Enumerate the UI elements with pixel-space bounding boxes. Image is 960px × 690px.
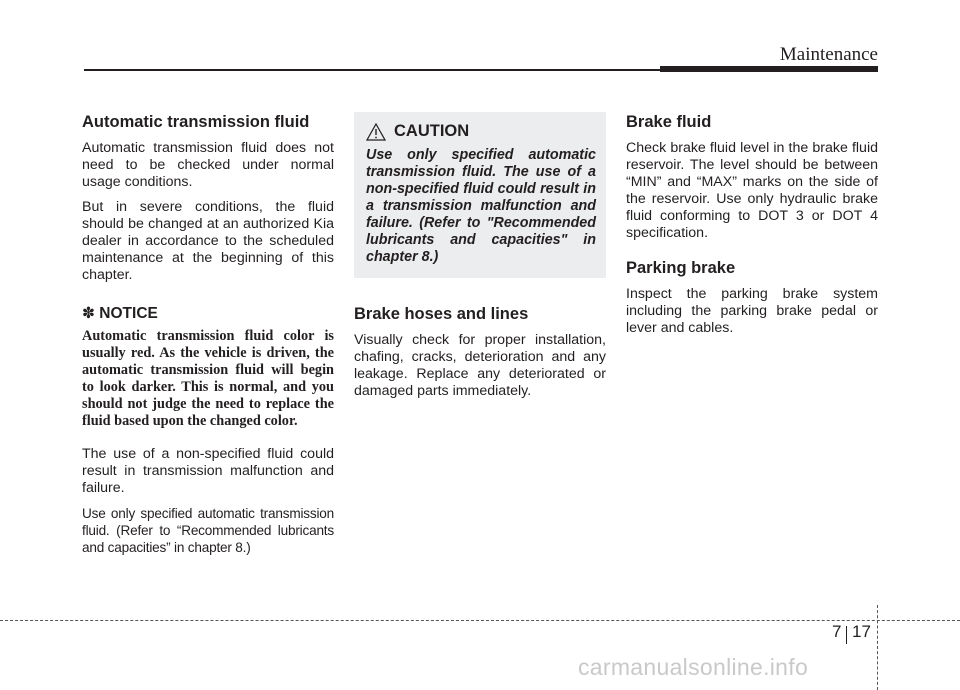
page-number: 17 (852, 622, 871, 641)
header-rule-thick (660, 66, 878, 72)
chapter-number: 7 (832, 622, 842, 641)
paragraph: Check brake fluid level in the brake fluid reservoir. The level should be between “MIN” and “MAX” marks on the side of the reservoir. Use only hydraulic brake fluid conforming to DOT 3 or DOT 4 specification. (626, 140, 878, 241)
footer-vertical-rule (877, 605, 878, 690)
paragraph: Inspect the parking brake system including the parking brake pedal or lever and cables. (626, 286, 878, 336)
caution-box (354, 112, 606, 278)
section-heading-brake-hoses: Brake hoses and lines (354, 305, 529, 323)
notice-title: ✽ NOTICE (82, 305, 158, 322)
section-heading-transmission-fluid: Automatic transmission fluid (82, 113, 310, 131)
watermark-text: carmanualsonline.info (578, 654, 809, 680)
column-middle (354, 112, 606, 408)
column-right (626, 112, 878, 345)
paragraph: Use only specified automatic transmission fluid. (Refer to “Recommended lubricants and capacities” in chapter 8.) (82, 506, 334, 555)
caution-title: CAUTION (394, 122, 470, 140)
section-heading-parking-brake: Parking brake (626, 259, 736, 277)
paragraph: But in severe conditions, the fluid should be changed at an authorized Kia dealer in accordance to the scheduled maintenance at the beginning of this chapter. (82, 199, 334, 283)
footer-rule (0, 620, 960, 621)
page-header-title: Maintenance (779, 44, 878, 65)
page-number-separator (846, 626, 847, 644)
caution-header (366, 122, 596, 141)
paragraph: Visually check for proper installation, chafing, cracks, deterioration and any leakage. Replace any deteriorated or damaged parts immediately. (354, 332, 606, 399)
caution-text: Use only specified automatic transmission fluid. The use of a non-specified fluid could result in a transmission malfunction and failure. (Refer to "Recommended lubricants and capacities" in chapter 8.) (366, 147, 596, 265)
paragraph: The use of a non-specified fluid could result in transmission malfunction and failure. (82, 446, 334, 496)
header-rule (84, 69, 662, 71)
column-left (82, 112, 334, 556)
warning-triangle-icon (366, 123, 386, 141)
section-heading-brake-fluid: Brake fluid (626, 113, 712, 131)
notice-text: Automatic transmission fluid color is usually red. As the vehicle is driven, the automatic transmission fluid will begin to look darker. This is normal, and you should not judge the need to replace the fluid based upon the changed color. (82, 328, 334, 429)
paragraph: Automatic transmission fluid does not need to be checked under normal usage conditions. (82, 140, 334, 190)
